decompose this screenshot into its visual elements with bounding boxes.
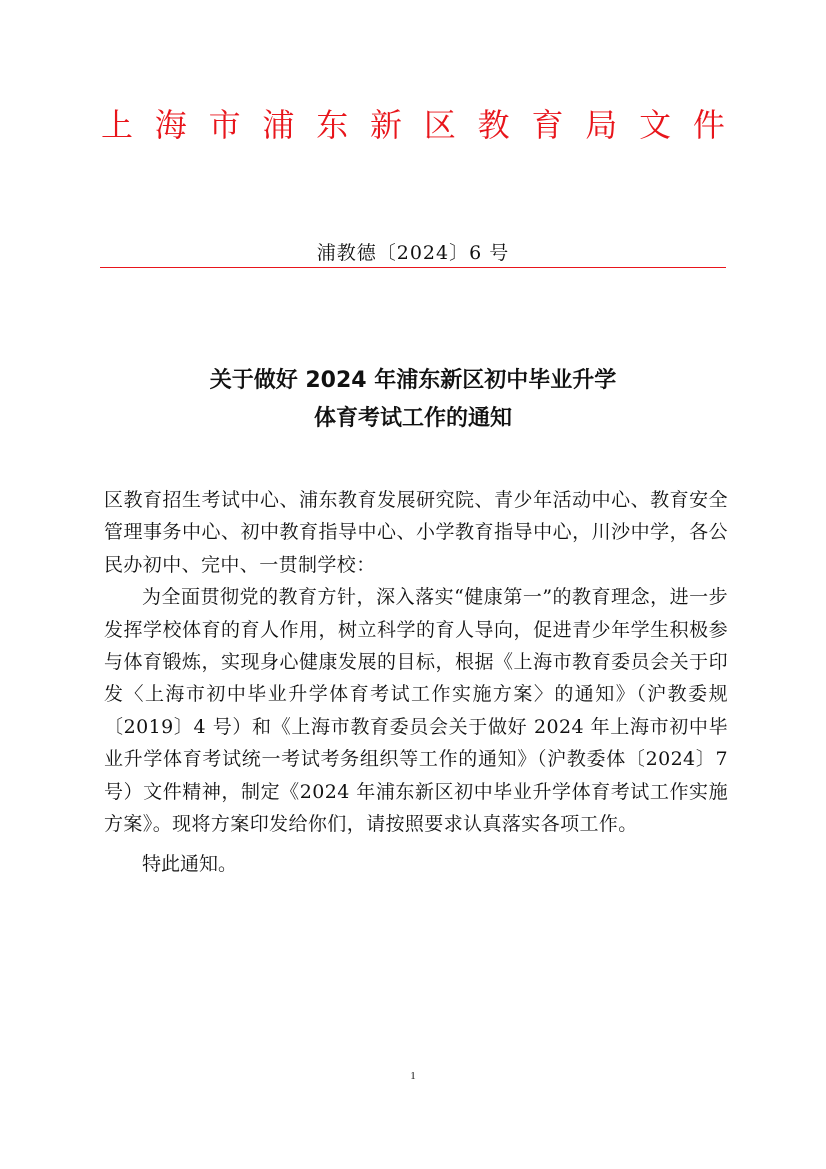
document-number: 浦教德〔2024〕6 号 bbox=[316, 242, 510, 264]
header-char: 新 bbox=[370, 106, 403, 144]
header-char: 局 bbox=[585, 106, 618, 144]
header-char: 浦 bbox=[262, 106, 295, 144]
header-char: 育 bbox=[531, 106, 564, 144]
addressee: 区教育招生考试中心、浦东教育发展研究院、青少年活动中心、教育安全管理事务中心、初中教育指导中心、小学教育指导中心，川沙中学，各公民办初中、完中、一贯制学校： bbox=[104, 489, 728, 576]
header-char: 市 bbox=[208, 106, 241, 144]
notice-title-line-2: 体育考试工作的通知 bbox=[313, 406, 512, 431]
header-char: 海 bbox=[154, 106, 187, 144]
document-header-title bbox=[100, 100, 726, 146]
body-paragraph: 为全面贯彻党的教育方针，深入落实“健康第一”的教育理念，进一步发挥学校体育的育人作用，树立科学的育人导向，促进青少年学生积极参与体育锻炼，实现身心健康发展的目标，根据《上海市教育委员会关于印发〈上海市初中毕业升学体育考试工作实施方案〉的通知》（沪教委规〔2019〕4 号）和《上海市教育委员会关于做好 2024 年上海市初中毕业升学体育考试统一考试考务组织等工作的通知》（沪教委体〔2024〕7 号）文件精神，制定《2024 年浦东新区初中毕业升学体育考试工作实施方案》。现将方案印发给你们，请按照要求认真落实各项工作。 bbox=[104, 586, 728, 836]
header-char: 东 bbox=[316, 106, 349, 144]
document-body bbox=[104, 484, 728, 881]
header-char: 件 bbox=[692, 106, 725, 144]
notice-title-line-1: 关于做好 2024 年浦东新区初中毕业升学 bbox=[209, 368, 617, 393]
header-char: 教 bbox=[477, 106, 510, 144]
header-char: 文 bbox=[639, 106, 672, 144]
red-divider-line bbox=[100, 267, 726, 268]
notice-title bbox=[100, 362, 726, 438]
header-char: 区 bbox=[423, 106, 456, 144]
header-char: 上 bbox=[100, 106, 133, 144]
closing-line: 特此通知。 bbox=[142, 853, 238, 876]
page-number: 1 bbox=[410, 1070, 416, 1082]
